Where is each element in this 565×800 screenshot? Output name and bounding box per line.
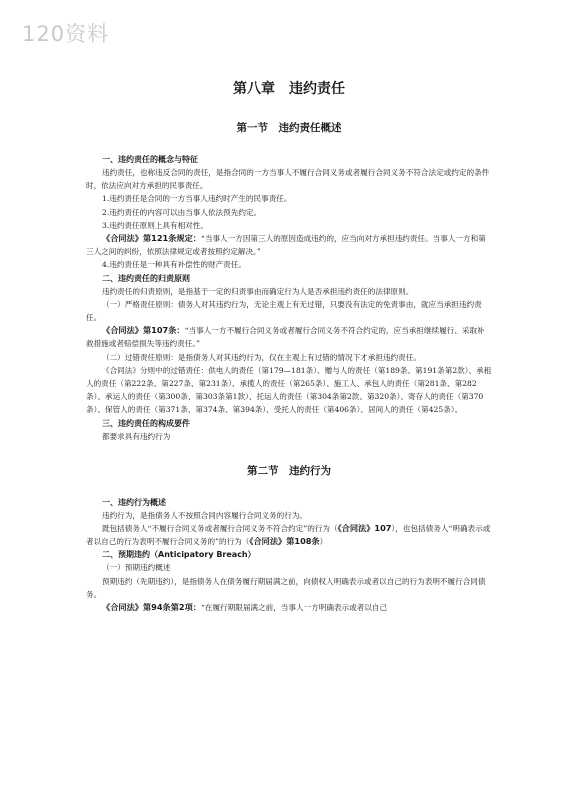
law-citation (86, 601, 492, 614)
law-text: “当事人一方因第三人的原因造成违约的，应当向对方承担违约责任。当事人一方和第三人之间的纠纷，依照法律规定或者按照约定解决。” (86, 234, 486, 257)
paragraph: 违约行为，是指债务人不按照合同内容履行合同义务的行为。 (102, 510, 308, 520)
chapter-title: 第八章 违约责任 (233, 81, 345, 97)
paragraph: （一）预期违约概述 (102, 563, 171, 573)
law-text: “当事人一方不履行合同义务或者履行合同义务不符合约定的，应当承担继续履行、采取补救措施或者赔偿损失等违约责任。” (86, 326, 485, 349)
heading-elements: 三、违约责任的构成要件 (102, 418, 190, 428)
law-text: “在履行期限届满之前，当事人一方明确表示或者以自己 (200, 603, 388, 613)
list-item: 1.违约责任是合同的一方当事人违约时产生的民事责任。 (102, 194, 292, 204)
law-ref: 《合同法》第107条： (102, 325, 185, 336)
law-citation (86, 324, 492, 350)
law-ref: 《合同法》第121条规定： (102, 233, 201, 244)
text-run: ） (319, 537, 328, 547)
text-run: ），也包括债务人“明确表示或者以自己的行为表明不履行合同义务的”的行为（ (86, 524, 491, 547)
paragraph: 预期违约（先期违约），是指债务人在债务履行期届满之前，向债权人明确表示或者以自己的行为表明不履行合同债务。 (86, 576, 486, 599)
law-ref: 《合同法》107 (337, 523, 392, 534)
law-ref: 《合同法》第108条 (249, 536, 320, 547)
paragraph: 《合同法》分则中的过错责任：供电人的责任（第179—181条）、赠与人的责任（第189条、第191条第2款）、承租人的责任（第222条、第227条、第231条）、承揽人的责任（第265条）、施工人、承包人的责任（第281条、第282条）、承运人的责任（第300条、第303条第1款）、托运人的责任（第304条第2款、第320条）、寄存人的责任（第370条）、保管人的责任（第371条、第374条、第394条）、受托人的责任（第406条）、居间人的责任（第425条）。 (86, 365, 492, 415)
document-page (86, 78, 492, 614)
heading-principles: 二、违约责任的归责原则 (102, 273, 190, 283)
list-item: 4.违约责任是一种具有补偿性的财产责任。 (102, 260, 246, 270)
paragraph: （一）严格责任原则：债务人对其违约行为，无论主观上有无过错，只要没有法定的免责事由，就应当承担违约责任。 (86, 299, 482, 323)
watermark: 120资料 (22, 22, 110, 46)
heading-concept: 一、违约责任的概念与特征 (102, 155, 198, 164)
list-item: 3.违约责任原则上具有相对性。 (102, 220, 208, 230)
section-title-2: 第二节 违约行为 (247, 464, 331, 477)
paragraph: 都要求具有违约行为 (102, 431, 171, 441)
section-title-1: 第一节 违约责任概述 (236, 122, 342, 134)
text-run: 既包括债务人“不履行合同义务或者履行合同义务不符合约定”的行为（ (102, 524, 338, 534)
law-citation (86, 232, 492, 258)
heading-breach-overview: 一、违约行为概述 (102, 497, 166, 507)
law-ref: 《合同法》第94条第2项： (102, 602, 201, 613)
paragraph: 违约责任的归责原则，是指基于一定的归责事由而确定行为人是否承担违约责任的法律原则。 (102, 286, 414, 296)
paragraph: 违约责任，也称违反合同的责任，是指合同的一方当事人不履行合同义务或者履行合同义务不符合法定或约定的条件时，依法应向对方承担的民事责任。 (86, 168, 490, 191)
paragraph (86, 522, 492, 548)
heading-anticipatory-breach: 二、预期违约（Anticipatory Breach） (102, 550, 256, 560)
list-item: 2.违约责任的内容可以由当事人依法预先约定。 (102, 207, 262, 217)
paragraph: （二）过错责任原则：是指债务人对其违约行为，仅在主观上有过错的情况下才承担违约责任。 (102, 352, 421, 362)
